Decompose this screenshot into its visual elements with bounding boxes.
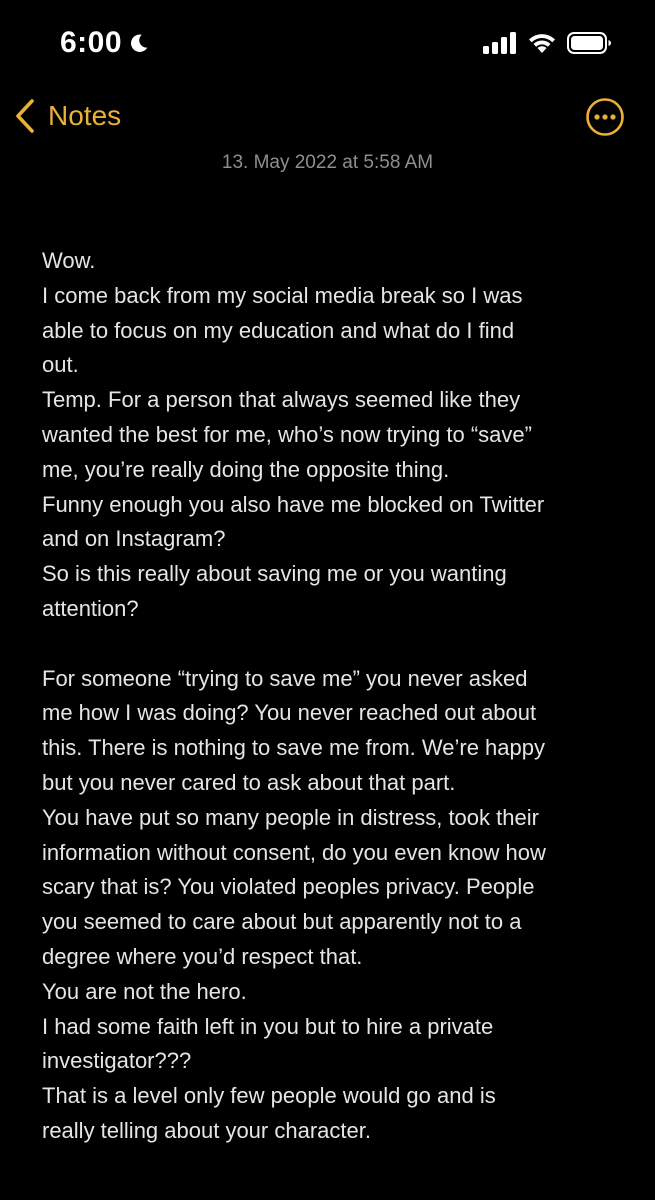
note-line: You have put so many people in distress, took their [42, 804, 539, 830]
status-time [60, 26, 150, 60]
note-line: investigator??? [42, 1048, 192, 1074]
battery-icon [567, 32, 613, 54]
note-line: information without consent, do you even know how [42, 839, 546, 865]
note-body[interactable] [42, 244, 627, 1149]
note-line: but you never cared to ask about that part. [42, 769, 456, 795]
note-line: That is a level only few people would go and is [42, 1083, 496, 1109]
note-line: me, you’re really doing the opposite thing. [42, 456, 450, 482]
note-line: you seemed to care about but apparently not to a [42, 909, 522, 935]
note-line: able to focus on my education and what do I find [42, 317, 515, 343]
status-bar [0, 0, 655, 80]
note-line: So is this really about saving me or you wanting [42, 561, 507, 587]
note-line: really telling about your character. [42, 1117, 371, 1143]
note-blank-line [42, 627, 627, 662]
note-line: me how I was doing? You never reached out about [42, 700, 537, 726]
wifi-icon [527, 32, 557, 54]
note-line: Wow. [42, 248, 96, 273]
nav-bar [0, 92, 655, 142]
more-options-icon[interactable] [585, 97, 625, 137]
note-line: I had some faith left in you but to hire a private [42, 1013, 494, 1039]
note-line: You are not the hero. [42, 978, 247, 1004]
note-line: For someone “trying to save me” you never asked [42, 665, 528, 691]
note-line: scary that is? You violated peoples privacy. People [42, 874, 535, 900]
moon-icon [128, 32, 150, 54]
back-button[interactable] [14, 96, 121, 136]
note-line: attention? [42, 595, 139, 621]
note-line: degree where you’d respect that. [42, 943, 363, 969]
cellular-signal-icon [483, 32, 517, 54]
chevron-left-icon [14, 98, 36, 134]
note-date: 13. May 2022 at 5:58 AM [221, 152, 434, 173]
note-line: Temp. For a person that always seemed like they [42, 387, 521, 413]
note-line: wanted the best for me, who’s now trying to “save” [42, 421, 532, 447]
clock-label: 6:00 [60, 26, 123, 59]
status-icons [483, 32, 613, 54]
note-line: this. There is nothing to save me from. We’re happy [42, 735, 545, 761]
note-line: I come back from my social media break so I was [42, 282, 523, 308]
back-label: Notes [48, 100, 122, 131]
note-line: Funny enough you also have me blocked on Twitter [42, 491, 545, 517]
note-line: out. [42, 352, 79, 378]
note-line: and on Instagram? [42, 526, 226, 552]
